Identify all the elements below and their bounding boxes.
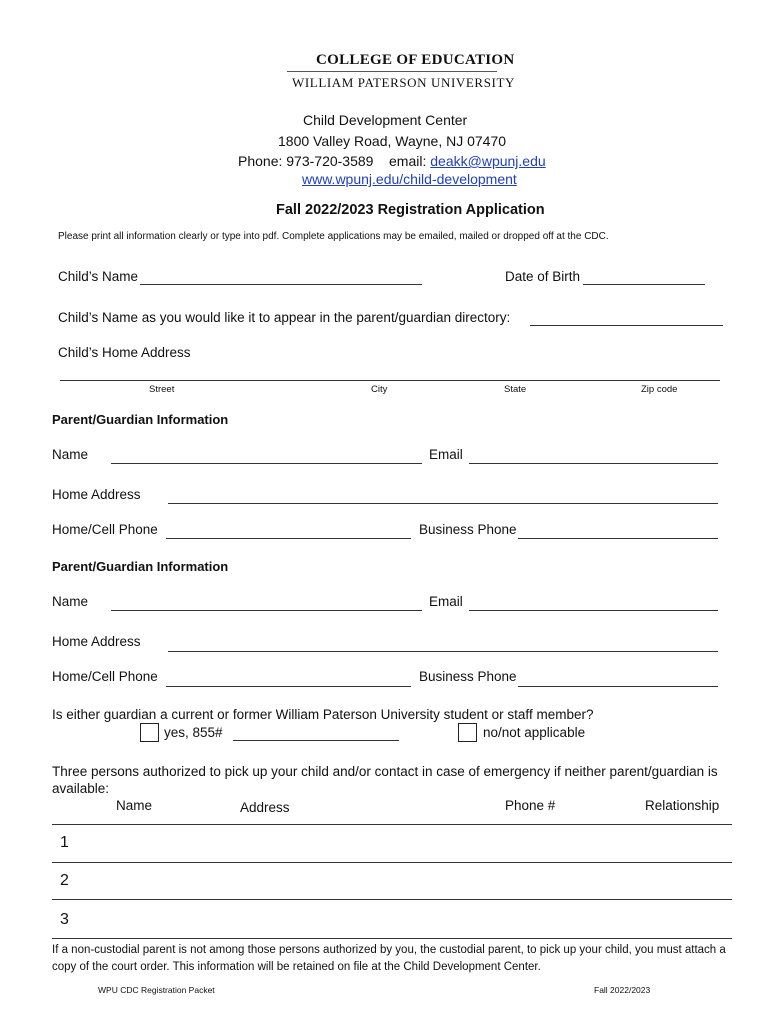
guardian-2-name-field[interactable] <box>111 610 422 611</box>
guardian-2-email-label: Email <box>429 594 463 609</box>
form-instructions: Please print all information clearly or type into pdf. Complete applications may be emailed, mailed or dropped off at the CDC. <box>58 231 609 242</box>
contact-line <box>238 153 546 169</box>
pickup-col-relationship: Relationship <box>645 798 720 813</box>
email-link[interactable]: deakk@wpunj.edu <box>430 153 546 169</box>
guardian-2-home-phone-field[interactable] <box>166 686 411 687</box>
college-logo-title: COLLEGE OF EDUCATION <box>316 52 515 68</box>
website-link[interactable]: www.wpunj.edu/child-development <box>302 171 517 187</box>
guardian-1-home-phone-field[interactable] <box>166 538 411 539</box>
pickup-col-name: Name <box>116 798 153 813</box>
pickup-row-3-number: 3 <box>60 911 69 928</box>
city-caption: City <box>371 384 388 395</box>
custody-note: If a non-custodial parent is not among those persons authorized by you, the custodial parent, to pick up your child, you must attach a copy of the court order. This information will be retained on file at the Child Development Center. <box>52 944 726 973</box>
form-title: Fall 2022/2023 Registration Application <box>276 202 545 218</box>
guardian-1-email-field[interactable] <box>469 463 718 464</box>
wpu-id-field[interactable] <box>233 740 399 741</box>
guardian-1-name-field[interactable] <box>111 463 422 464</box>
pickup-row-1-number: 1 <box>60 834 69 851</box>
pickup-row-1-line[interactable] <box>52 862 732 863</box>
child-name-field[interactable] <box>140 284 422 285</box>
guardian-1-business-phone-label: Business Phone <box>419 522 517 537</box>
yes-checkbox[interactable] <box>140 723 159 742</box>
logo-divider <box>287 71 497 72</box>
no-checkbox[interactable] <box>458 723 477 742</box>
guardian-1-home-phone-label: Home/Cell Phone <box>52 522 158 537</box>
guardian-2-email-field[interactable] <box>469 610 718 611</box>
pickup-table-top-line <box>52 824 732 825</box>
guardian-1-email-label: Email <box>429 447 463 462</box>
dob-field[interactable] <box>583 284 705 285</box>
guardian-1-name-label: Name <box>52 447 89 462</box>
center-address: 1800 Valley Road, Wayne, NJ 07470 <box>278 133 507 149</box>
guardian-2-name-label: Name <box>52 594 89 609</box>
guardian-1-home-address-label: Home Address <box>52 487 141 502</box>
yes-label: yes, 855# <box>164 725 223 740</box>
dob-label: Date of Birth <box>505 269 581 284</box>
pickup-intro: Three persons authorized to pick up your child and/or contact in case of emergency if neither parent/guardian is available: <box>52 764 718 796</box>
child-home-address-field[interactable] <box>60 380 720 381</box>
guardian-2-home-phone-label: Home/Cell Phone <box>52 669 158 684</box>
pickup-row-2-line[interactable] <box>52 899 732 900</box>
no-label: no/not applicable <box>483 725 586 740</box>
pickup-col-phone: Phone # <box>505 798 556 813</box>
guardian-2-business-phone-label: Business Phone <box>419 669 517 684</box>
footer-left: WPU CDC Registration Packet <box>98 985 215 995</box>
street-caption: Street <box>149 384 175 395</box>
email-label: email: <box>389 153 427 169</box>
state-caption: State <box>504 384 527 395</box>
guardian-2-home-address-field[interactable] <box>168 651 718 652</box>
guardian-1-business-phone-field[interactable] <box>518 538 718 539</box>
guardian-2-business-phone-field[interactable] <box>518 686 718 687</box>
pickup-col-address: Address <box>240 800 290 815</box>
zip-caption: Zip code <box>641 384 678 395</box>
guardian-1-home-address-field[interactable] <box>168 503 718 504</box>
university-logo-title: WILLIAM PATERSON UNIVERSITY <box>292 75 515 90</box>
footer-right: Fall 2022/2023 <box>594 985 651 995</box>
pickup-row-3-line[interactable] <box>52 938 732 939</box>
directory-name-label: Child’s Name as you would like it to appear in the parent/guardian directory: <box>58 310 511 325</box>
directory-name-field[interactable] <box>530 325 723 326</box>
pickup-row-2-number: 2 <box>60 872 69 889</box>
center-phone: Phone: 973-720-3589 <box>238 153 374 169</box>
child-name-label: Child’s Name <box>58 269 139 284</box>
affiliation-question: Is either guardian a current or former William Paterson University student or staff member? <box>52 707 594 722</box>
guardian-2-home-address-label: Home Address <box>52 634 141 649</box>
guardian-2-section-title: Parent/Guardian Information <box>52 559 229 574</box>
center-name: Child Development Center <box>303 112 468 128</box>
child-home-address-label: Child’s Home Address <box>58 345 191 360</box>
guardian-1-section-title: Parent/Guardian Information <box>52 412 229 427</box>
